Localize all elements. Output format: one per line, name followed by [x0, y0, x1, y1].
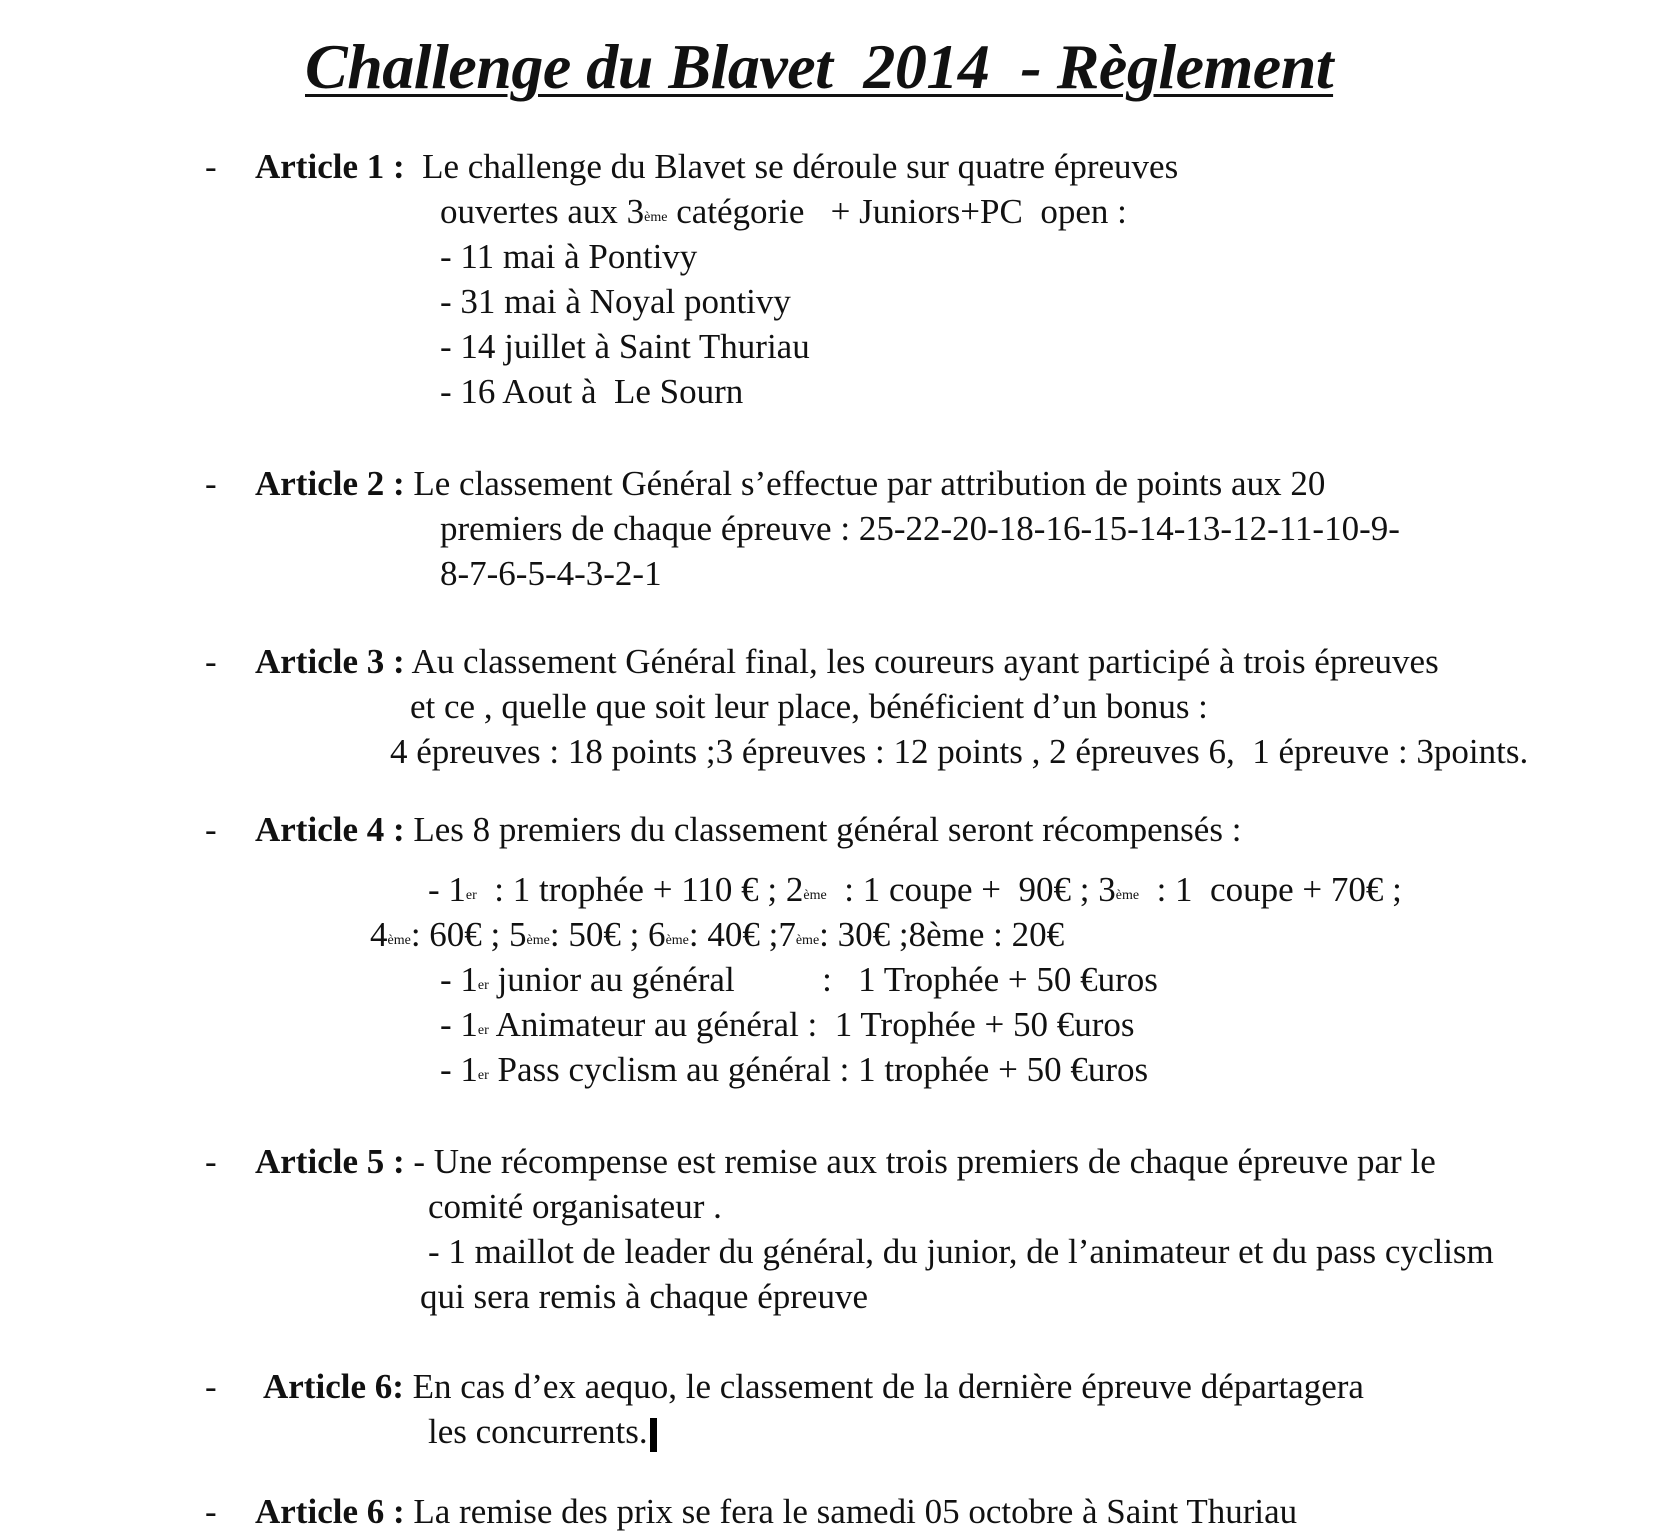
article-7-line-1: Article 6 : La remise des prix se fera le samedi 05 octobre à Saint Thuriau	[255, 1492, 1298, 1531]
article-3-line-1: Article 3 : Au classement Général final, les coureurs ayant participé à trois épreuves	[255, 642, 1439, 681]
event-item: - 11 mai à Pontivy	[440, 237, 698, 276]
event-item: - 16 Aout à Le Sourn	[440, 372, 744, 411]
bullet-dash: -	[205, 1367, 217, 1406]
article-4-label: Article 4 :	[255, 810, 405, 849]
article-6-label: Article 6:	[263, 1367, 404, 1406]
article-3-label: Article 3 :	[255, 642, 405, 681]
article-7-label: Article 6 :	[255, 1492, 405, 1531]
event-item: - 31 mai à Noyal pontivy	[440, 282, 791, 321]
article-text: Le challenge du Blavet se déroule sur quatre épreuves	[422, 147, 1179, 186]
bullet-dash: -	[205, 464, 217, 503]
prize-line-animateur: - 1er Animateur au général : 1 Trophée + 50 €uros	[440, 1005, 1135, 1044]
bullet-dash: -	[205, 147, 217, 186]
article-3-line-3: 4 épreuves : 18 points ;3 épreuves : 12 points , 2 épreuves 6, 1 épreuve : 3points.	[390, 732, 1529, 771]
article-1-line-2: ouvertes aux 3ème catégorie + Juniors+PC open :	[440, 192, 1127, 231]
article-2-line-1: Article 2 : Le classement Général s’effectue par attribution de points aux 20	[255, 464, 1326, 503]
article-3-line-2: et ce , quelle que soit leur place, bénéficient d’un bonus :	[410, 687, 1208, 726]
page-title: Challenge du Blavet 2014 - Règlement	[305, 31, 1334, 102]
article-2-line-3: 8-7-6-5-4-3-2-1	[440, 554, 662, 593]
bullet-dash: -	[205, 810, 217, 849]
article-4-line-1: Article 4 : Les 8 premiers du classement général seront récompensés :	[255, 810, 1242, 849]
prize-line-pass-cyclism: - 1er Pass cyclism au général : 1 trophée + 50 €uros	[440, 1050, 1149, 1089]
article-6-line-2: les concurrents.	[428, 1410, 657, 1454]
article-5-line-3: - 1 maillot de leader du général, du junior, de l’animateur et du pass cyclism	[428, 1232, 1494, 1271]
event-item: - 14 juillet à Saint Thuriau	[440, 327, 810, 366]
bullet-dash: -	[205, 1142, 217, 1181]
text-cursor	[650, 1418, 657, 1452]
article-1-label: Article 1 :	[255, 147, 405, 186]
article-5-line-4: qui sera remis à chaque épreuve	[420, 1277, 868, 1316]
article-5-label: Article 5 :	[255, 1142, 405, 1181]
bullet-dash: -	[205, 1492, 217, 1531]
prize-line-top3: - 1er : 1 trophée + 110 € ; 2ème : 1 coupe + 90€ ; 3ème : 1 coupe + 70€ ;	[428, 870, 1402, 909]
article-6-line-1: Article 6: En cas d’ex aequo, le classement de la dernière épreuve départagera	[263, 1367, 1364, 1406]
article-5-line-2: comité organisateur .	[428, 1187, 722, 1226]
article-2-line-2: premiers de chaque épreuve : 25-22-20-18-16-15-14-13-12-11-10-9-	[440, 509, 1400, 548]
prize-line-junior: - 1er junior au général : 1 Trophée + 50 €uros	[440, 960, 1158, 999]
prize-line-4-8: 4ème: 60€ ; 5ème: 50€ ; 6ème: 40€ ;7ème: 30€ ;8ème : 20€	[370, 915, 1065, 954]
article-1-line-1	[255, 145, 1178, 189]
article-2-label: Article 2 :	[255, 464, 405, 503]
article-5-line-1: Article 5 : - Une récompense est remise aux trois premiers de chaque épreuve par le	[255, 1142, 1436, 1181]
bullet-dash: -	[205, 642, 217, 681]
